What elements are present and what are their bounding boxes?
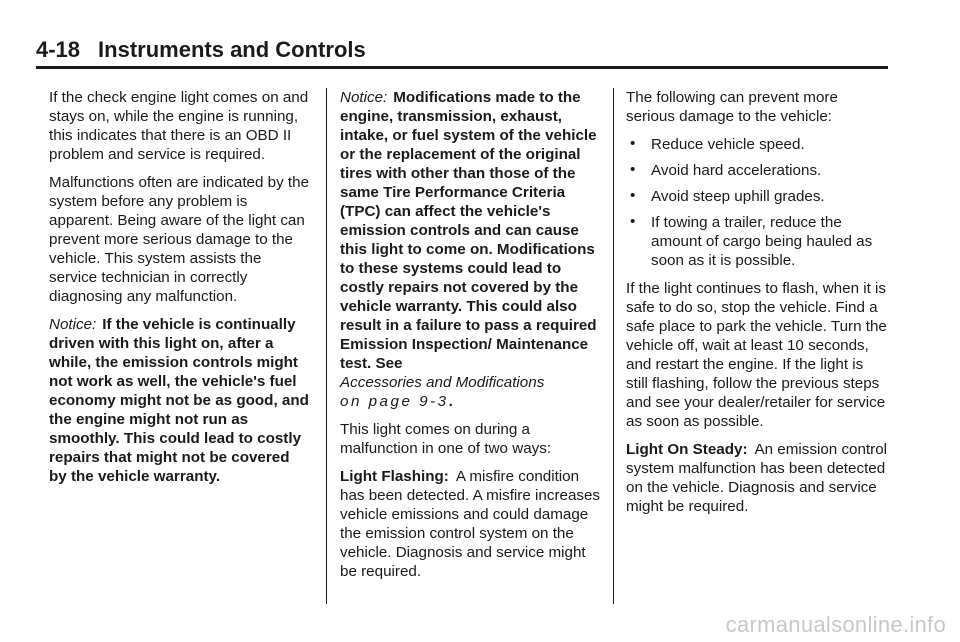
column-divider-1: [326, 88, 327, 604]
notice-label: Notice:: [340, 89, 388, 106]
column-2: [340, 88, 602, 590]
page-number: 4-18: [36, 37, 81, 62]
section-title: Instruments and Controls: [98, 37, 366, 62]
paragraph-check-engine: If the check engine light comes on and stays on, while the engine is running, this indicates that there is an OBD II problem and service is required.: [49, 89, 309, 163]
light-flashing-label: Light Flashing:: [340, 468, 449, 485]
list-item: • Avoid hard accelerations.: [630, 161, 822, 179]
list-item: • If towing a trailer, reduce the amount of cargo being hauled as soon as it is possible.: [630, 213, 873, 269]
list-item: • Reduce vehicle speed.: [630, 135, 805, 153]
paragraph-malfunctions: Malfunctions often are indicated by the system before any problem is apparent. Being aware of the light can prevent more serious damage to the vehicle. This system assists the service technician in correctly diagnosing any malfunction.: [49, 174, 310, 305]
cross-reference-link[interactable]: [340, 374, 544, 410]
light-on-steady-text: An emission control system malfunction has been detected on the vehicle. Diagnosis and service might be required.: [626, 441, 888, 515]
page-header: [36, 36, 888, 64]
paragraph-light-on-steady: [626, 440, 888, 516]
notice-text: Modifications made to the engine, transmission, exhaust, intake, or fuel system of the vehicle or the replacement of the original tires with other than those of the same Tire Performance Criteria (TPC) can affect the vehicle's emission controls and can cause this light to come on. Modifications to these systems could lead to costly repairs not covered by the vehicle warranty. This could also result in a failure to pass a required Emission Inspection/ Maintenance test. See: [340, 89, 597, 372]
notice-text: If the vehicle is continually driven with this light on, after a while, the emission controls might not work as well, the vehicle's fuel economy might not be as good, and the engine might not run as smoothly. This could lead to costly repairs that might not be covered by the vehicle warranty.: [49, 316, 309, 485]
light-on-steady-label: Light On Steady:: [626, 441, 748, 458]
notice-continual-driving: [49, 315, 311, 486]
notice-modifications: [340, 88, 602, 411]
reference-page: on page 9-3: [340, 393, 449, 410]
header-rule: [36, 66, 888, 69]
paragraph-prevent-damage: The following can prevent more serious damage to the vehicle:: [626, 89, 838, 125]
notice-label: Notice:: [49, 316, 97, 333]
bullet-icon: •: [630, 187, 636, 204]
paragraph-two-ways: This light comes on during a malfunction in one of two ways:: [340, 421, 552, 457]
bullet-icon: •: [630, 135, 636, 152]
reference-end: .: [448, 393, 453, 410]
reference-title: Accessories and Modifications: [340, 374, 545, 391]
column-1: [49, 88, 311, 495]
column-divider-2: [613, 88, 614, 604]
paragraph-continues-flash: If the light continues to flash, when it is safe to do so, stop the vehicle. Find a safe place to park the vehicle. Turn the vehicle off, wait at least 10 seconds, and restart the engine. If the light is still flashing, follow the previous steps and see your dealer/retailer for service as soon as possible.: [626, 280, 887, 430]
column-3: [626, 88, 888, 525]
paragraph-light-flashing: [340, 467, 602, 581]
bullet-icon: •: [630, 213, 636, 230]
prevention-list: [626, 135, 888, 270]
bullet-icon: •: [630, 161, 636, 178]
watermark: carmanualsonline.info: [725, 612, 946, 637]
light-flashing-text: A misfire condition has been detected. A misfire increases vehicle emissions and could damage the emission control system on the vehicle. Diagnosis and service might be required.: [340, 468, 601, 580]
list-item: • Avoid steep uphill grades.: [630, 187, 825, 205]
